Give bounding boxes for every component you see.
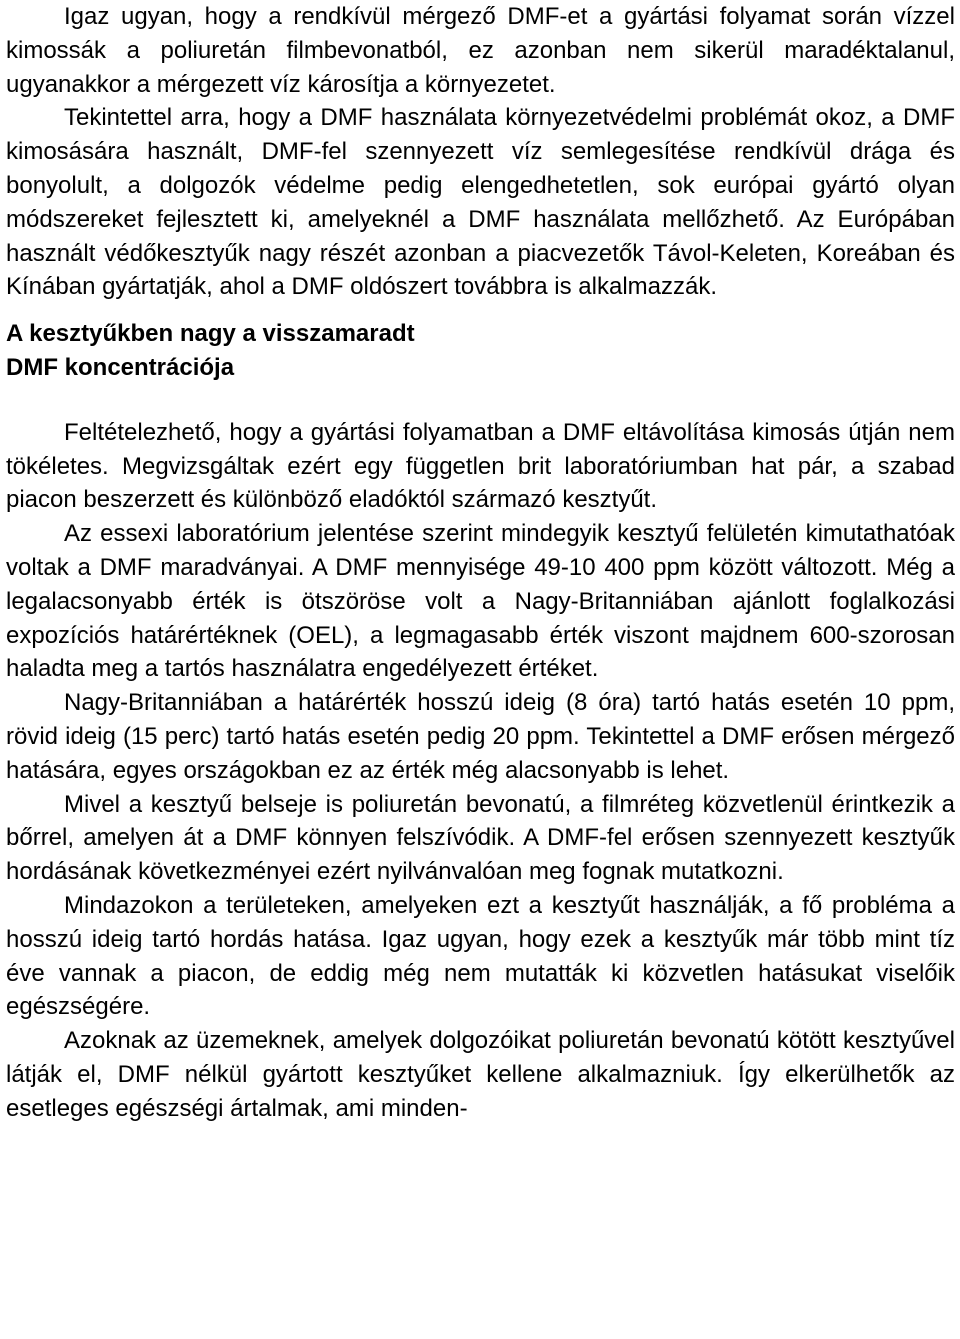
paragraph-uk-limits: Nagy-Britanniában a határérték hosszú ideig (8 óra) tartó hatás esetén 10 ppm, rövid ideig (15 perc) tartó hatás esetén pedig 20 ppm. Tekintettel a DMF erősen mérgező hatására, egyes országokban ez az érték még alacsonyabb is lehet. [6, 689, 955, 784]
paragraph-essex-lab-report: Az essexi laboratórium jelentése szerint mindegyik kesztyű felületén kimutathatóak voltak a DMF maradványai. A DMF mennyisége 49-10 400 ppm között változott. Még a legalacsonyabb érték is ötszöröse volt a Nagy-Britanniában ajánlott foglalkozási expozíciós határértéknek (OEL), a legmagasabb érték viszont majdnem 600-szorosan haladta meg a tartós használatra engedélyezett értéket. [6, 520, 955, 683]
section-heading-line1: A kesztyűkben nagy a visszamaradt [6, 320, 415, 348]
section-heading-line2: DMF koncentrációja [6, 353, 235, 381]
paragraph-recommendation: Azoknak az üzemeknek, amelyek dolgozóikat poliuretán bevonatú kötött kesztyűvel látják el, DMF nélkül gyártott kesztyűket kellene alkalmazniuk. Így elkerülhetők az esetleges egészségi ártalmak, ami minden- [6, 1027, 955, 1122]
paragraph-environmental-problem: Tekintettel arra, hogy a DMF használata környezetvédelmi problémát okoz, a DMF kimosására használt, DMF-fel szennyezett víz semlegesítése rendkívül drága és bonyolult, a dolgozók védelme pedig elengedhetetlen, sok európai gyártó olyan módszereket fejlesztett ki, amelyeknél a DMF használata mellőzhető. Az Európában használt védőkesztyűk nagy részét azonban a piacvezetők Távol-Keleten, Koreában és Kínában gyártatják, ahol a DMF oldószert továbbra is alkalmazzák. [6, 104, 955, 301]
paragraph-hypothesis: Feltételezhető, hogy a gyártási folyamatban a DMF eltávolítása kimosás útján nem tökéletes. Megvizsgáltak ezért egy független brit laboratóriumban hat pár, a szabad piacon beszerzett és különböző eladóktól származó kesztyűt. [6, 418, 955, 514]
paragraph-long-term-wear: Mindazokon a területeken, amelyeken ezt a kesztyűt használják, a fő probléma a hosszú ideig tartó hordás hatása. Igaz ugyan, hogy ezek a kesztyűk már több mint tíz éve vannak a piacon, de eddig még nem mutatták ki közvetlen hatásukat viselőik egészségére. [6, 891, 955, 1021]
paragraph-dmf-washing: Igaz ugyan, hogy a rendkívül mérgező DMF-et a gyártási folyamat során vízzel kimossák a poliuretán filmbevonatból, ez azonban nem sikerül maradéktalanul, ugyanakkor a mérgezett víz károsítja a környezetet. [6, 3, 955, 98]
section-heading [6, 317, 955, 385]
document-page [6, 0, 955, 1126]
paragraph-skin-contact: Mivel a kesztyű belseje is poliuretán bevonatú, a filmréteg közvetlenül érintkezik a bőrrel, amelyen át a DMF könnyen felszívódik. A DMF-fel erősen szennyezett kesztyűk hordásának következményei ezért nyilvánvalóan meg fognak mutatkozni. [6, 790, 955, 886]
